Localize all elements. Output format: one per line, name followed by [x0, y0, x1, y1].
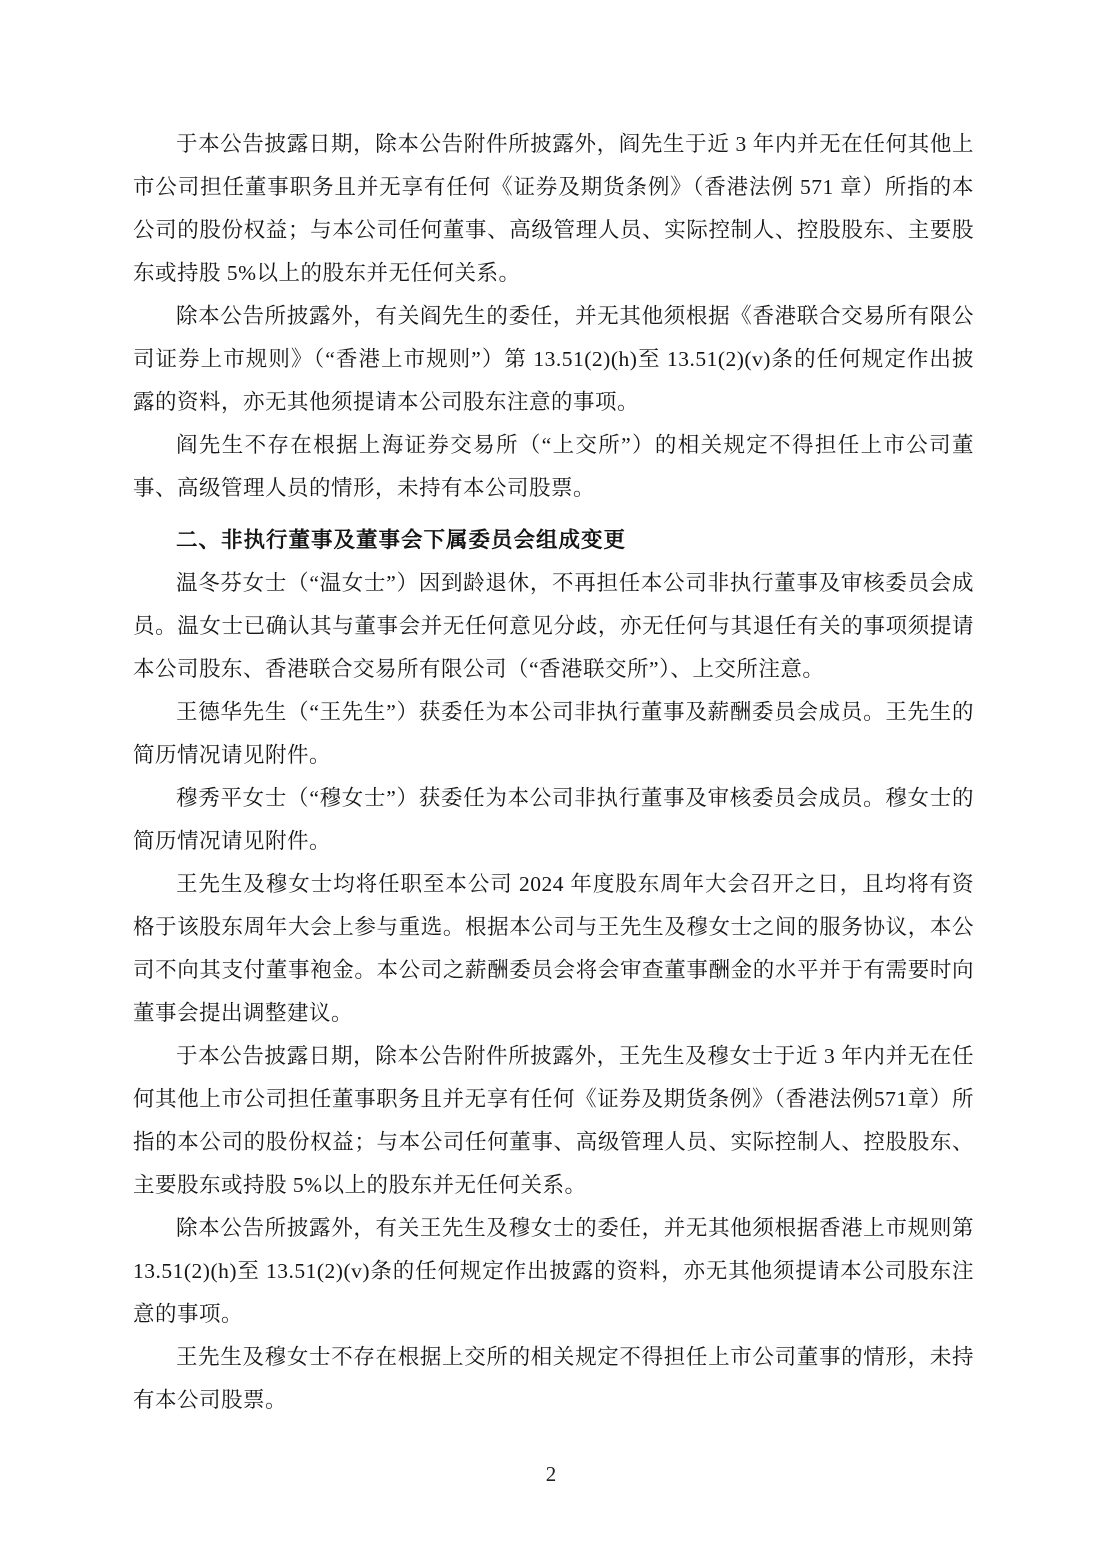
paragraph-term-and-remuneration: 王先生及穆女士均将任职至本公司 2024 年度股东周年大会召开之日，且均将有资格于该股东周年大会上参与重选。根据本公司与王先生及穆女士之间的服务协议，本公司不向其支付董事袍金。本公司之薪酬委员会将会审查董事酬金的水平并于有需要时向董事会提出调整建议。: [133, 872, 974, 1025]
paragraph-wang-mu-listing-rules-disclosure: 除本公告所披露外，有关王先生及穆女士的委任，并无其他须根据香港上市规则第 13.51(2)(h)至 13.51(2)(v)条的任何规定作出披露的资料，亦无其他须提请本公司股东注意的事项。: [133, 1216, 974, 1326]
paragraph-wen-retirement: 温冬芬女士（“温女士”）因到龄退休，不再担任本公司非执行董事及审核委员会成员。温女士已确认其与董事会并无任何意见分歧，亦无任何与其退任有关的事项须提请本公司股东、香港联合交易所有限公司（“香港联交所”）、上交所注意。: [133, 571, 974, 681]
paragraph-yan-listing-rules-disclosure: 除本公告所披露外，有关阎先生的委任，并无其他须根据《香港联合交易所有限公司证券上市规则》（“香港上市规则”）第 13.51(2)(h)至 13.51(2)(v)条的任何规定作出披露的资料，亦无其他须提请本公司股东注意的事项。: [133, 304, 974, 414]
paragraph-yan-sse-eligibility: 阎先生不存在根据上海证券交易所（“上交所”）的相关规定不得担任上市公司董事、高级管理人员的情形，未持有本公司股票。: [133, 433, 974, 500]
paragraph-yan-no-other-directorships: 于本公告披露日期，除本公告附件所披露外，阎先生于近 3 年内并无在任何其他上市公司担任董事职务且并无享有任何《证券及期货条例》（香港法例 571 章）所指的本公司的股份权益；与本公司任何董事、高级管理人员、实际控制人、控股股东、主要股东或持股 5%以上的股东并无任何关系。: [133, 132, 974, 285]
section-heading-non-executive-director-changes: 二、非执行董事及董事会下属委员会组成变更: [176, 528, 627, 552]
paragraph-wang-appointment: 王德华先生（“王先生”）获委任为本公司非执行董事及薪酬委员会成员。王先生的简历情况请见附件。: [133, 700, 974, 767]
paragraph-wang-mu-sse-eligibility: 王先生及穆女士不存在根据上交所的相关规定不得担任上市公司董事的情形，未持有本公司股票。: [133, 1345, 974, 1412]
announcement-body: [133, 123, 974, 1422]
page-number: 2: [545, 1462, 557, 1486]
paragraph-mu-appointment: 穆秀平女士（“穆女士”）获委任为本公司非执行董事及审核委员会成员。穆女士的简历情况请见附件。: [133, 786, 974, 853]
paragraph-wang-mu-no-other-directorships: 于本公告披露日期，除本公告附件所披露外，王先生及穆女士于近 3 年内并无在任何其他上市公司担任董事职务且并无享有任何《证券及期货条例》（香港法例571章）所指的本公司的股份权益；与本公司任何董事、高级管理人员、实际控制人、控股股东、主要股东或持股 5%以上的股东并无任何关系。: [133, 1044, 974, 1197]
